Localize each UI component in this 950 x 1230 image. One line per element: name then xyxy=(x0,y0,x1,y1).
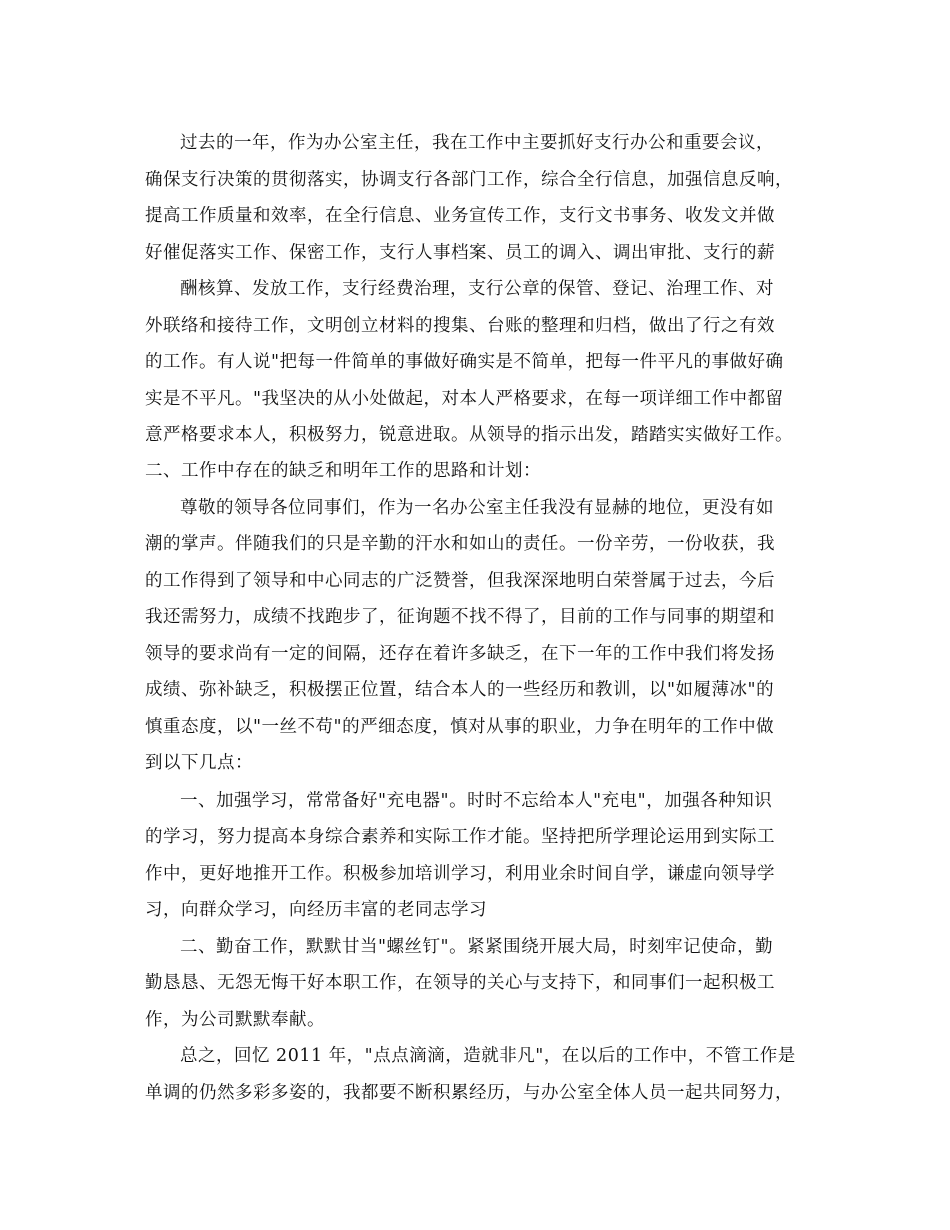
text-line: 作，为公司默默奉献。 xyxy=(145,1010,325,1030)
text-line: 作中，更好地推开工作。积极参加培训学习，利用业余时间自学，谦虚向领导学 xyxy=(145,864,775,884)
text-line: 习，向群众学习，向经历丰富的老同志学习 xyxy=(145,900,487,920)
text-line: 的工作得到了领导和中心同志的广泛赞誉，但我深深地明白荣誉属于过去，今后 xyxy=(145,571,775,591)
text-line: 到以下几点： xyxy=(145,753,253,773)
text-line: 实是不平凡。"我坚决的从小处做起，对本人严格要求，在每一项详细工作中都留 xyxy=(145,389,784,409)
text-line: 提高工作质量和效率，在全行信息、业务宣传工作，支行文书事务、收发文并做 xyxy=(145,206,775,226)
text-line: 总之，回忆 2011 年，"点点滴滴，造就非凡"，在以后的工作中，不管工作是 xyxy=(180,1046,796,1066)
text-line: 的学习，努力提高本身综合素养和实际工作才能。坚持把所学理论运用到实际工 xyxy=(145,827,775,847)
text-line: 确保支行决策的贯彻落实，协调支行各部门工作，综合全行信息，加强信息反响， xyxy=(145,170,793,190)
text-line: 好催促落实工作、保密工作，支行人事档案、员工的调入、调出审批、支行的薪 xyxy=(145,243,775,263)
text-line: 二、勤奋工作，默默甘当"螺丝钉"。紧紧围绕开展大局，时刻牢记使命，勤 xyxy=(180,937,774,957)
text-line: 一、加强学习，常常备好"充电器"。时时不忘给本人"充电"，加强各种知识 xyxy=(180,791,773,811)
text-line: 潮的掌声。伴随我们的只是辛勤的汗水和如山的责任。一份辛劳，一份收获，我 xyxy=(145,534,775,554)
text-line: 意严格要求本人，积极努力，锐意进取。从领导的指示出发，踏踏实实做好工作。 xyxy=(145,425,793,445)
text-line: 过去的一年，作为办公室主任，我在工作中主要抓好支行办公和重要会议， xyxy=(180,133,774,153)
text-line: 的工作。有人说"把每一件简单的事做好确实是不简单，把每一件平凡的事做好确 xyxy=(145,352,784,372)
text-line: 成绩、弥补缺乏，积极摆正位置，结合本人的一些经历和教训，以"如履薄冰"的 xyxy=(145,680,775,700)
text-line: 慎重态度，以"一丝不苟"的严细态度，慎对从事的职业，力争在明年的工作中做 xyxy=(145,717,775,737)
text-line: 酬核算、发放工作，支行经费治理，支行公章的保管、登记、治理工作、对 xyxy=(180,279,774,299)
text-line: 尊敬的领导各位同事们，作为一名办公室主任我没有显赫的地位，更没有如 xyxy=(180,498,774,518)
text-line: 我还需努力，成绩不找跑步了，征询题不找不得了，目前的工作与同事的期望和 xyxy=(145,607,775,627)
text-line: 外联络和接待工作，文明创立材料的搜集、台账的整理和归档，做出了行之有效 xyxy=(145,316,775,336)
text-line: 单调的仍然多彩多姿的，我都要不断积累经历，与办公室全体人员一起共同努力， xyxy=(145,1083,793,1103)
text-line: 勤恳恳、无怨无悔干好本职工作，在领导的关心与支持下，和同事们一起积极工 xyxy=(145,973,775,993)
text-line: 领导的要求尚有一定的间隔，还存在着许多缺乏，在下一年的工作中我们将发扬 xyxy=(145,644,775,664)
section-heading: 二、工作中存在的缺乏和明年工作的思路和计划： xyxy=(145,461,541,481)
